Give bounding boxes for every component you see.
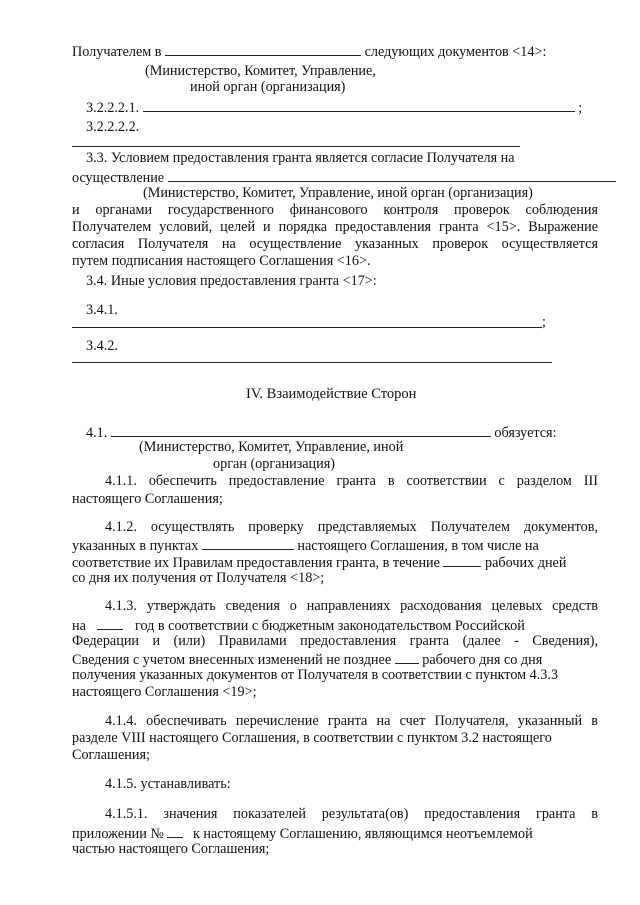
paragraph-4-1-5: 4.1.5. устанавливать: <box>105 776 231 792</box>
ministry-blank <box>168 168 616 182</box>
text: к настоящему Соглашению, являющимся неотъемлемой <box>192 826 533 842</box>
paragraph-3-3-line-6: путем подписания настоящего Соглашения <16>. <box>72 253 371 269</box>
text: обязуется: <box>494 425 557 441</box>
blank-line <box>72 327 542 328</box>
item-3-4-1-end: ; <box>542 314 546 330</box>
paragraph-4-1-3-line-1: 4.1.3. утверждать сведения о направлениях расходования целевых средств <box>105 598 598 614</box>
paragraph-4-1-3-line-5: получения указанных документов от Получателя в соответствии с пунктом 4.3.3 <box>72 667 559 683</box>
paragraph-4-1-2-line-2 <box>72 536 539 554</box>
ministry-blank <box>111 423 491 437</box>
recipient-prefix: Получателем в <box>72 44 162 60</box>
paragraph-3-3-line-2 <box>72 168 616 186</box>
text: указанных в пунктах <box>72 538 199 554</box>
text: осуществление <box>72 170 165 186</box>
paragraph-4-1-2-line-3 <box>72 553 566 571</box>
item-3-2-2-2-2: 3.2.2.2.2. <box>86 119 140 135</box>
paragraph-4-1-5-1-line-1: 4.1.5.1. значения показателей результата(ов) предоставления гранта в <box>105 806 598 822</box>
days-blank <box>443 553 481 567</box>
paragraph-4-1-3-line-3: Федерации и (или) Правилами предоставления гранта (далее - Сведения), <box>72 633 598 649</box>
item-end: ; <box>578 100 583 116</box>
paragraph-3-4: 3.4. Иные условия предоставления гранта <17>: <box>86 273 377 289</box>
ministry-blank <box>165 42 361 56</box>
paragraph-4-1-2-line-1: 4.1.2. осуществлять проверку представляемых Получателем документов, <box>105 519 598 535</box>
points-blank <box>202 536 294 550</box>
item-3-2-2-2-1 <box>86 98 582 116</box>
paragraph-4-1-4-line-2: разделе VIII настоящего Соглашения, в соответствии с пунктом 3.2 настоящего <box>72 730 552 746</box>
text: соответствие их Правилам предоставления гранта, в течение <box>72 555 440 571</box>
year-blank <box>97 616 123 630</box>
item-number: 3.2.2.2.1. <box>86 100 140 116</box>
recipient-line <box>72 42 546 60</box>
paragraph-4-1-1-line-1: 4.1.1. обеспечить предоставление гранта в соответствии с разделом III <box>105 473 598 489</box>
text: на <box>72 618 86 634</box>
paragraph-4-1-3-line-2 <box>72 616 525 634</box>
ministry-hint: (Министерство, Комитет, Управление, иной орган (организация) <box>143 185 533 201</box>
day-blank <box>395 650 419 664</box>
text: настоящего Соглашения, в том числе на <box>297 538 539 554</box>
item-3-4-1: 3.4.1. <box>86 302 118 318</box>
paragraph-4-1-4-line-1: 4.1.4. обеспечивать перечисление гранта на счет Получателя, указанный в <box>105 713 598 729</box>
paragraph-3-3-line-5: согласия Получателя на осуществление указанных проверок осуществляется <box>72 236 598 252</box>
documents-label: следующих документов <14>: <box>364 44 547 60</box>
blank-line <box>72 146 520 147</box>
paragraph-4-1-1-line-2: настоящего Соглашения; <box>72 491 223 507</box>
ministry-hint-2: орган (организация) <box>213 456 335 472</box>
paragraph-4-1-5-1-line-3: частью настоящего Соглашения; <box>72 841 270 857</box>
text: рабочего дня со дня <box>422 652 543 668</box>
item-number: 4.1. <box>86 425 108 441</box>
text: рабочих дней <box>485 555 567 571</box>
paragraph-3-3-line-1: 3.3. Условием предоставления гранта является согласие Получателя на <box>86 150 515 166</box>
blank-line <box>72 362 552 363</box>
paragraph-3-3-line-4: Получателем условий, целей и порядка предоставления гранта <15>. Выражение <box>72 219 598 235</box>
paragraph-4-1-4-line-3: Соглашения; <box>72 747 150 763</box>
text: Сведения с учетом внесенных изменений не позднее <box>72 652 392 668</box>
ministry-hint-2: иной орган (организация) <box>190 79 346 95</box>
ministry-hint-1: (Министерство, Комитет, Управление, иной <box>139 439 404 455</box>
item-blank <box>143 98 575 112</box>
paragraph-4-1-2-line-4: со дня их получения от Получателя <18>; <box>72 570 325 586</box>
paragraph-3-3-line-3: и органами государственного финансового контроля проверок соблюдения <box>72 202 598 218</box>
item-3-4-2: 3.4.2. <box>86 338 118 354</box>
paragraph-4-1-5-1-line-2 <box>72 824 533 842</box>
text: год в соответствии с бюджетным законодательством Российской <box>134 618 525 634</box>
paragraph-4-1-3-line-4 <box>72 650 542 668</box>
text: приложении № <box>72 826 164 842</box>
section-heading: IV. Взаимодействие Сторон <box>246 386 417 402</box>
appendix-number-blank <box>167 824 183 838</box>
paragraph-4-1-3-line-6: настоящего Соглашения <19>; <box>72 684 257 700</box>
ministry-hint-1: (Министерство, Комитет, Управление, <box>145 63 376 79</box>
